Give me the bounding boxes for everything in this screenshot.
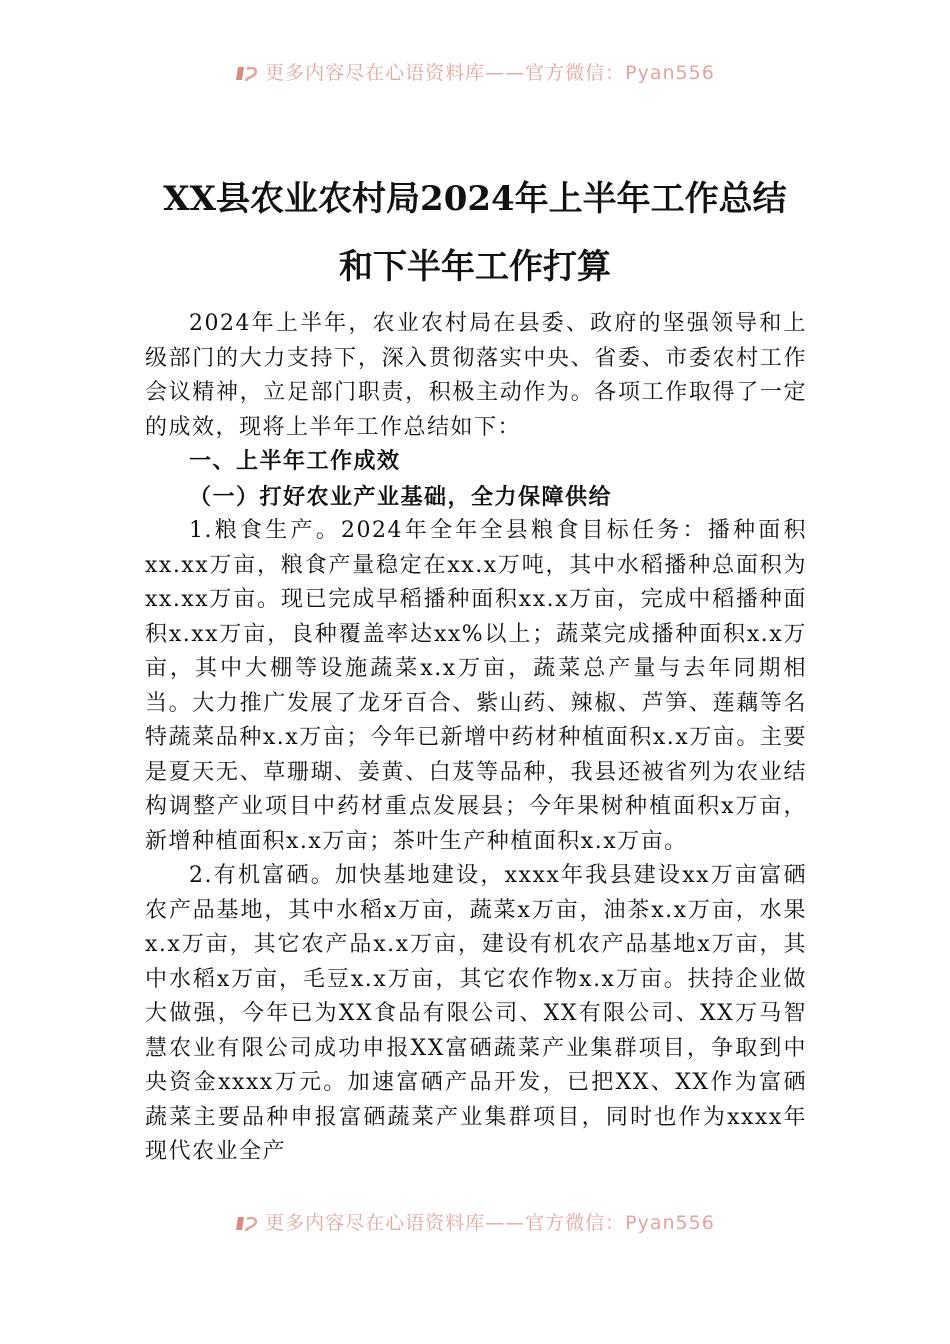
- watermark-header: [0, 58, 950, 85]
- intro-paragraph: 2024年上半年，农业农村局在县委、政府的坚强领导和上级部门的大力支持下，深入贯彻落实中央、省委、市委农村工作会议精神，立足部门职责，积极主动作为。各项工作取得了一定的成效，现将上半年工作总结如下：: [145, 311, 807, 440]
- subsection-heading-1: （一）打好农业产业基础，全力保障供给: [189, 483, 613, 510]
- paragraph-grain-production: 1.粮食生产。2024年全年全县粮食目标任务：播种面积xx.xx万亩，粮食产量稳定在xx.x万吨，其中水稻播种总面积为xx.xx万亩。现已完成早稻播种面积xx.x万亩，完成中稻播种面积x.xx万亩，良种覆盖率达xx%以上；蔬菜完成播种面积x.x万亩，其中大棚等设施蔬菜x.x万亩，蔬菜总产量与去年同期相当。大力推广发展了龙牙百合、紫山药、辣椒、芦笋、莲藕等名特蔬菜品种x.x万亩；今年已新增中药材种植面积x.x万亩。主要是夏天无、草珊瑚、姜黄、白芨等品种，我县还被省列为农业结构调整产业项目中药材重点发展县；今年果树种植面积x万亩，新增种植面积x.x万亩；茶叶生产种植面积x.x万亩。: [145, 518, 807, 854]
- document-title-line1: XX县农业农村局2024年上半年工作总结: [163, 179, 787, 219]
- document-body: [145, 307, 807, 1170]
- brand-logo-icon: [235, 1214, 261, 1234]
- section-heading-1: 一、上半年工作成效: [189, 449, 401, 474]
- watermark-footer: [0, 1208, 950, 1235]
- brand-logo-icon: [235, 64, 261, 84]
- watermark-text: 更多内容尽在心语资料库——官方微信：Pyan556: [265, 1212, 715, 1234]
- document-title-line2: 和下半年工作打算: [339, 247, 611, 287]
- watermark-text: 更多内容尽在心语资料库——官方微信：Pyan556: [265, 62, 715, 84]
- paragraph-organic-selenium: 2.有机富硒。加快基地建设，xxxx年我县建设xx万亩富硒农产品基地，其中水稻x万亩，蔬菜x万亩，油茶x.x万亩，水果x.x万亩，其它农产品x.x万亩，建设有机农产品基地x万亩，其中水稻x万亩，毛豆x.x万亩，其它农作物x.x万亩。扶持企业做大做强，今年已为XX食品有限公司、XX有限公司、XX万马智慧农业有限公司成功申报XX富硒蔬菜产业集群项目，争取到中央资金xxxx万元。加速富硒产品开发，已把XX、XX作为富硒蔬菜主要品种申报富硒蔬菜产业集群项目，同时也作为xxxx年现代农业全产: [145, 863, 807, 1164]
